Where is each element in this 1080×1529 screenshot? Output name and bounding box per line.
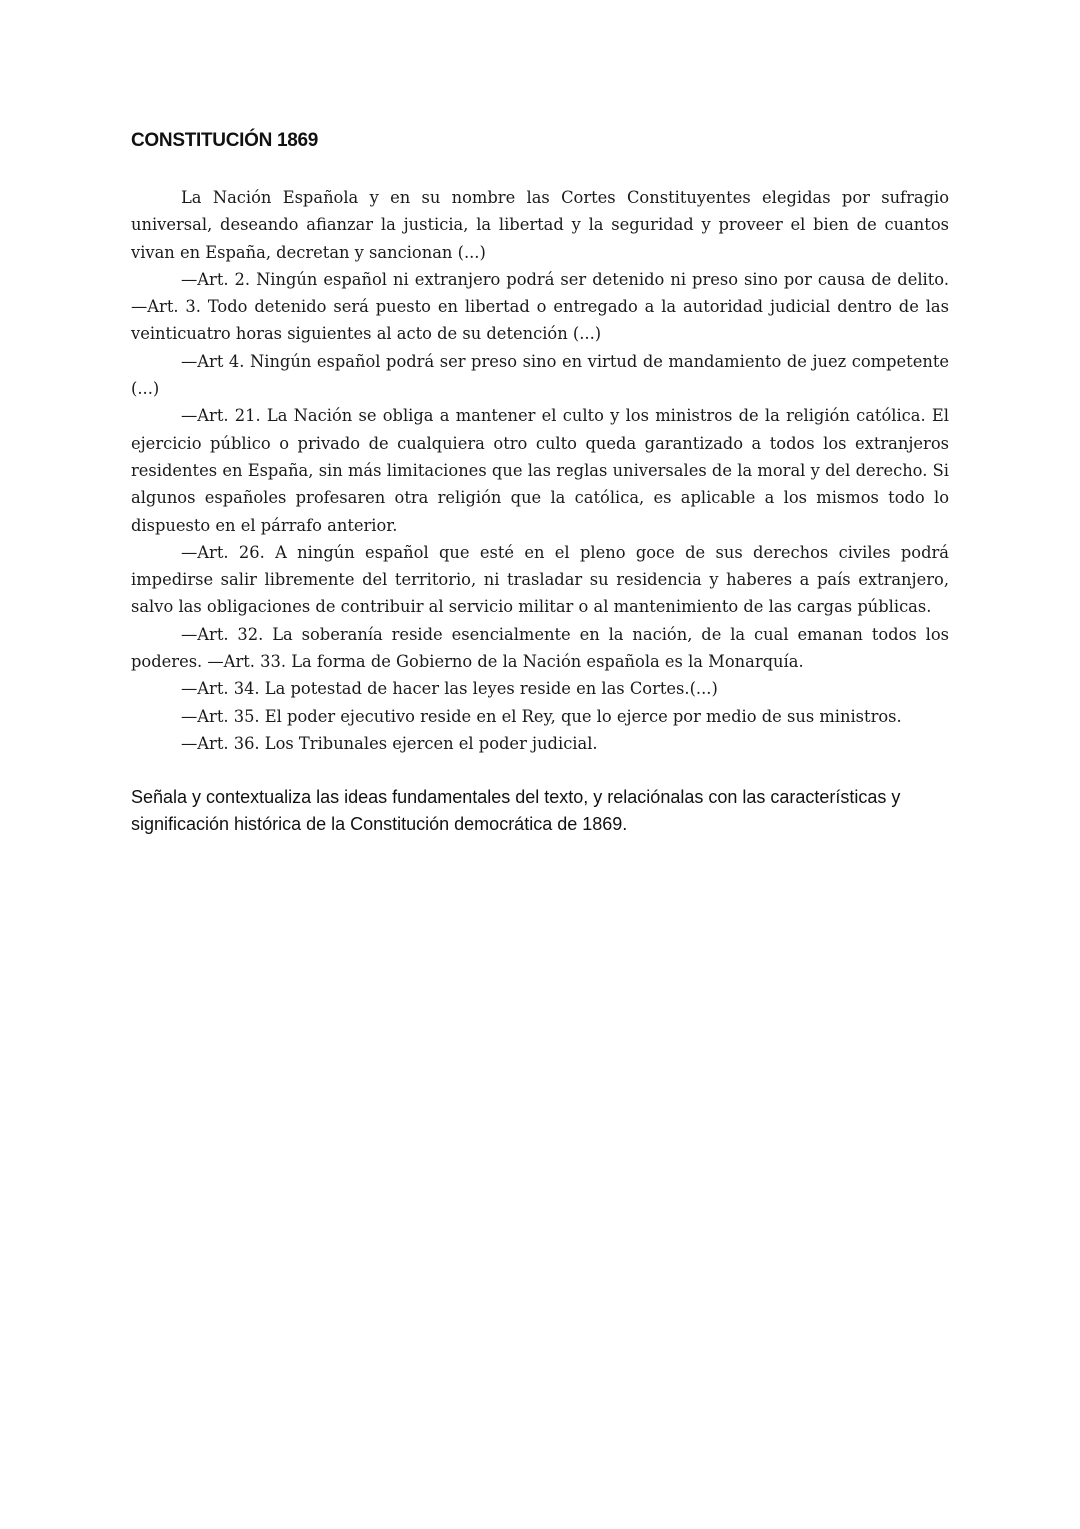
paragraph-art-34: —Art. 34. La potestad de hacer las leyes reside en las Cortes.(...): [181, 679, 718, 699]
paragraph-art-32-33: —Art. 32. La soberanía reside esencialmente en la nación, de la cual emanan todos los poderes. —Art. 33. La forma de Gobierno de la Nación española es la Monarquía.: [131, 624, 949, 672]
paragraph-preamble: La Nación Española y en su nombre las Cortes Constituyentes elegidas por sufragio universal, deseando afianzar la justicia, la libertad y la seguridad y proveer el bien de cuantos vivan en España, decretan y sancionan (...): [131, 188, 949, 262]
paragraph-art-35: —Art. 35. El poder ejecutivo reside en el Rey, que lo ejerce por medio de sus ministros.: [181, 706, 902, 726]
paragraph-art-21: —Art. 21. La Nación se obliga a mantener el culto y los ministros de la religión católica. El ejercicio público o privado de cualquiera otro culto queda garantizado a todos los extranjeros residentes en España, sin más limitaciones que las reglas universales de la moral y del derecho. Si algunos españoles profesaren otra religión que la católica, es aplicable a los mismos todo lo dispuesto en el párrafo anterior.: [131, 406, 949, 535]
exercise-question: Señala y contextualiza las ideas fundamentales del texto, y relaciónalas con las características y significación histórica de la Constitución democrática de 1869.: [131, 787, 901, 834]
document-title: CONSTITUCIÓN 1869: [131, 130, 319, 151]
paragraph-art-4: —Art 4. Ningún español podrá ser preso sino en virtud de mandamiento de juez competente (...): [131, 351, 949, 399]
paragraph-art-36: —Art. 36. Los Tribunales ejercen el poder judicial.: [181, 733, 598, 753]
paragraph-art-26: —Art. 26. A ningún español que esté en el pleno goce de sus derechos civiles podrá impedirse salir libremente del territorio, ni trasladar su residencia y haberes a país extranjero, salvo las obligaciones de contribuir al servicio militar o al mantenimiento de las cargas públicas.: [131, 542, 949, 617]
constitution-excerpt: [131, 184, 949, 757]
paragraph-art-2-3: —Art. 2. Ningún español ni extranjero podrá ser detenido ni preso sino por causa de delito. —Art. 3. Todo detenido será puesto en libertad o entregado a la autoridad judicial dentro de las veinticuatro horas siguientes al acto de su detención (...): [131, 269, 949, 344]
